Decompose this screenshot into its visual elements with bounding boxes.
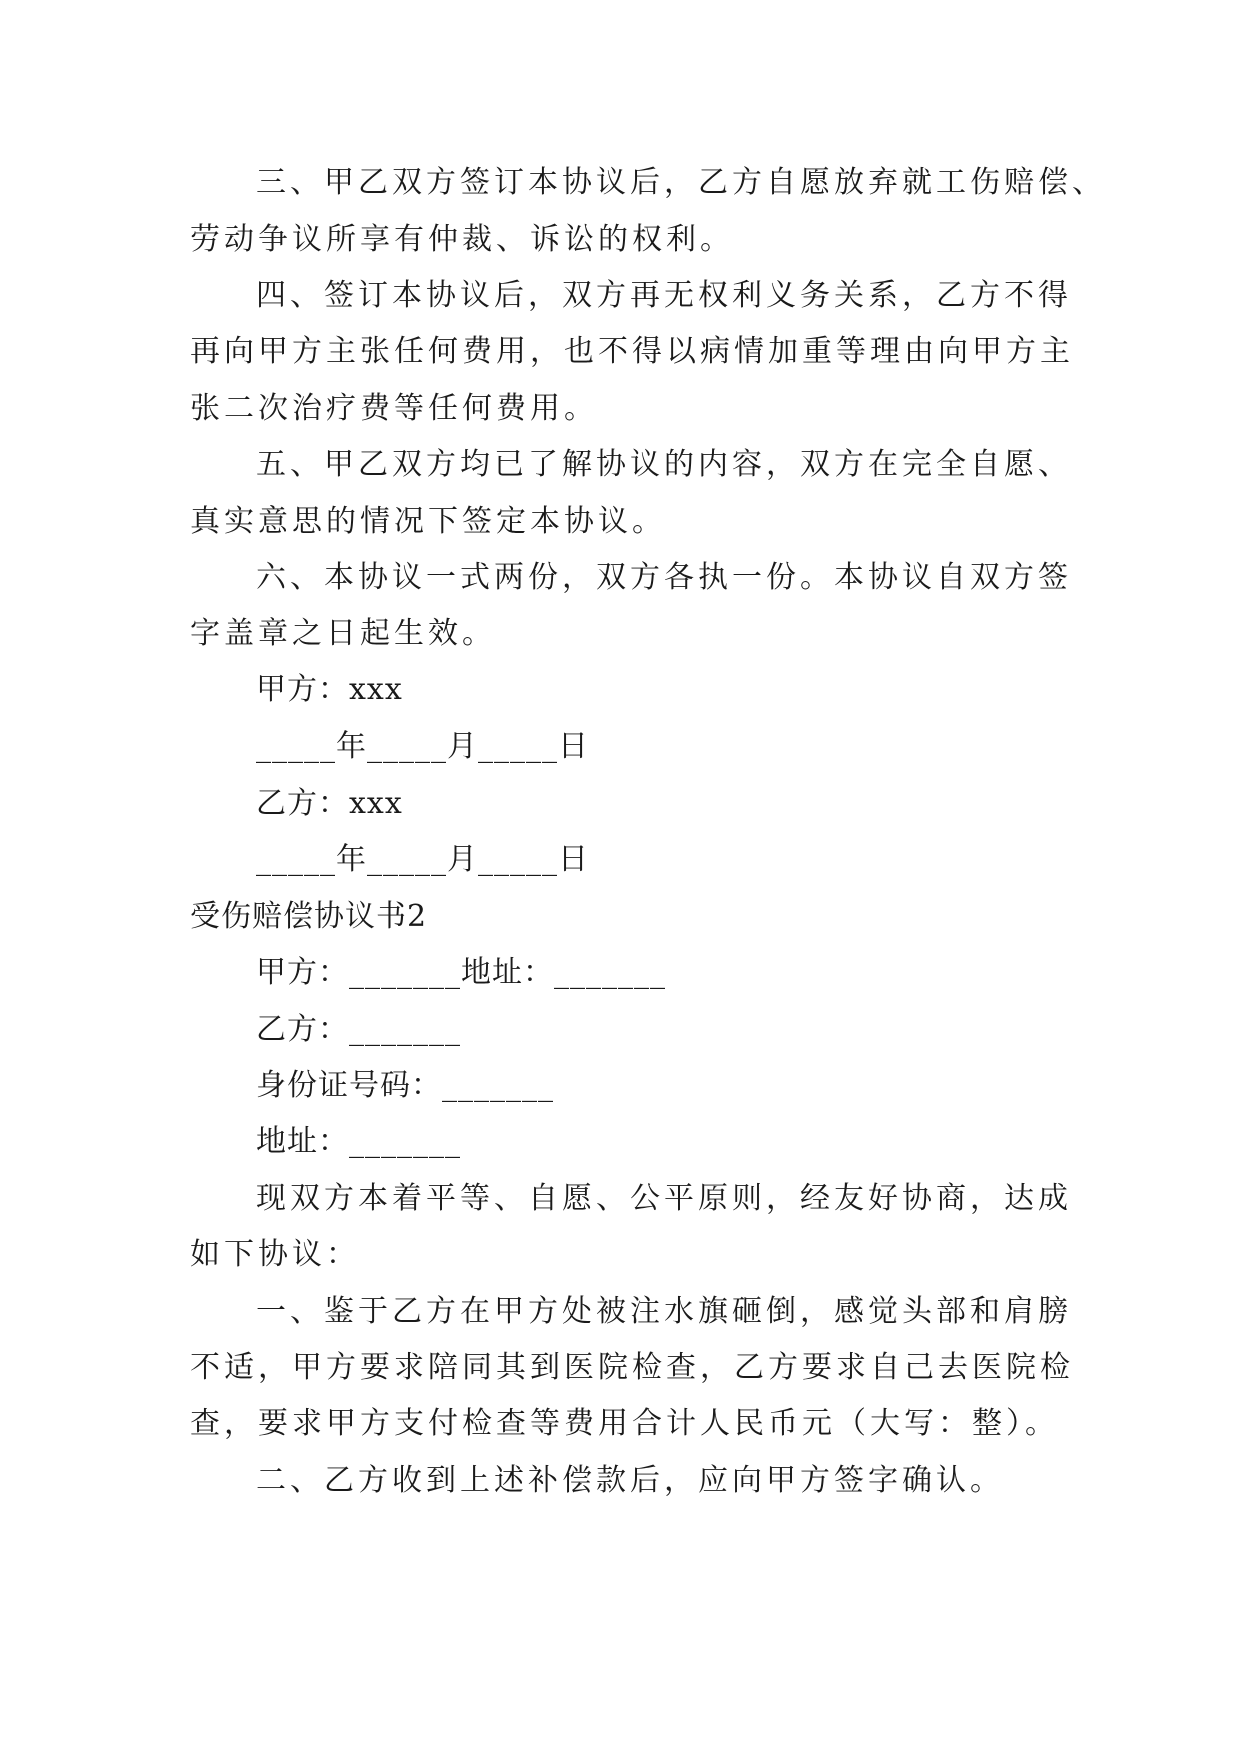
party-b-date-line: _____年_____月_____日 bbox=[256, 842, 589, 877]
clause-5-line-1: 五、甲乙双方均已了解协议的内容，双方在完全自愿、 bbox=[256, 447, 1072, 482]
clause-4-line-2: 再向甲方主张任何费用，也不得以病情加重等理由向甲方主 bbox=[190, 334, 1074, 369]
clause-1-line-2: 不适，甲方要求陪同其到医院检查，乙方要求自己去医院检 bbox=[190, 1350, 1074, 1385]
clause-3-line-2: 劳动争议所享有仲裁、诉讼的权利。 bbox=[190, 222, 734, 257]
clause-4-line-1: 四、签订本协议后，双方再无权利义务关系，乙方不得 bbox=[256, 278, 1072, 313]
party-b-line: 乙方：xxx bbox=[256, 786, 403, 821]
address-line: 地址：_______ bbox=[256, 1124, 461, 1159]
clause-4-line-3: 张二次治疗费等任何费用。 bbox=[190, 391, 598, 426]
clause-5-line-2: 真实意思的情况下签定本协议。 bbox=[190, 504, 666, 539]
party-a-address-line: 甲方：_______地址：_______ bbox=[256, 955, 666, 990]
clause-1-line-1: 一、鉴于乙方在甲方处被注水旗砸倒，感觉头部和肩膀 bbox=[256, 1294, 1072, 1329]
party-a-line: 甲方：xxx bbox=[256, 672, 403, 707]
document-title-2: 受伤赔偿协议书2 bbox=[190, 899, 428, 934]
party-b-name-line: 乙方：_______ bbox=[256, 1012, 461, 1047]
preamble-line-2: 如下协议： bbox=[190, 1237, 360, 1272]
clause-6-line-2: 字盖章之日起生效。 bbox=[190, 616, 496, 651]
clause-2-line-1: 二、乙方收到上述补偿款后，应向甲方签字确认。 bbox=[256, 1463, 1004, 1498]
preamble-line-1: 现双方本着平等、自愿、公平原则，经友好协商，达成 bbox=[256, 1181, 1072, 1216]
party-a-date-line: _____年_____月_____日 bbox=[256, 729, 589, 764]
clause-3-line-1: 三、甲乙双方签订本协议后，乙方自愿放弃就工伤赔偿、 bbox=[256, 165, 1106, 200]
clause-6-line-1: 六、本协议一式两份，双方各执一份。本协议自双方签 bbox=[256, 560, 1072, 595]
clause-1-line-3: 查，要求甲方支付检查等费用合计人民币元（大写：整）。 bbox=[190, 1406, 1059, 1441]
id-number-line: 身份证号码：_______ bbox=[256, 1068, 554, 1103]
